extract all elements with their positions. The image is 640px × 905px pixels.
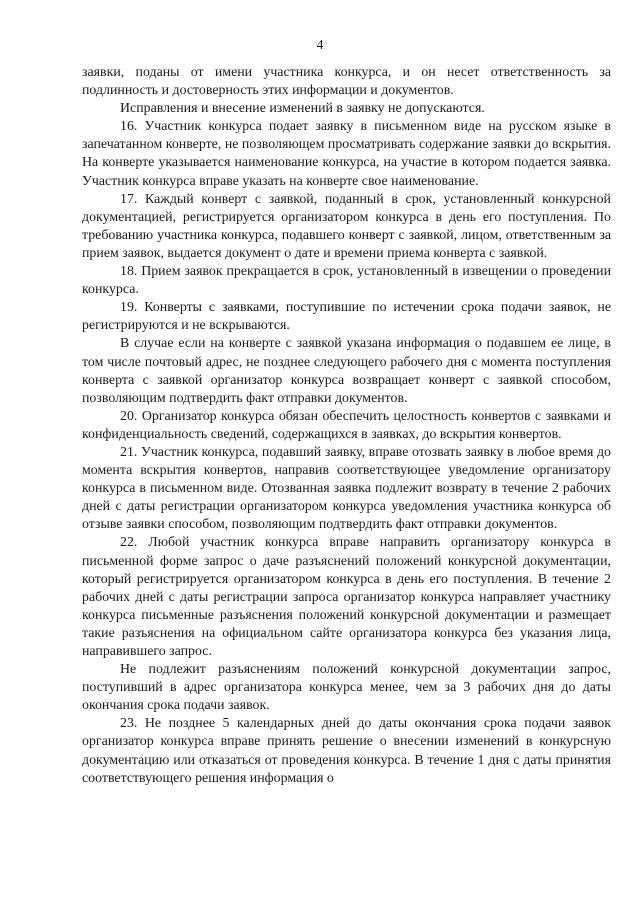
paragraph-21: 21. Участник конкурса, подавший заявку, вправе отозвать заявку в любое время до момента вскрытия конвертов, направив соответствующее уведомление организатору конкурса в письменном виде. Отозванная заявка подлежит возврату в течение 2 рабочих дней с даты регистрации организатором конкурса уведомления участника конкурса об отзыве заявки способом, позволяющим подтвердить факт отправки документов.: [82, 444, 611, 533]
paragraph-20: 20. Организатор конкурса обязан обеспечить целостность конвертов с заявками и конфиденциальность сведений, содержащихся в заявках, до вскрытия конвертов.: [82, 408, 611, 442]
paragraph-19-return: В случае если на конверте с заявкой указана информация о подавшем ее лице, в том числе почтовый адрес, не позднее следующего рабочего дня с момента поступления конверта с заявкой организатор конкурса возвращает конверт с заявкой способом, позволяющим подтвердить факт отправки документов.: [82, 336, 611, 406]
paragraph-16: 16. Участник конкурса подает заявку в письменном виде на русском языке в запечатанном конверте, не позволяющем просматривать содержание заявки до вскрытия. На конверте указывается наименование конкурса, на участие в котором подается заявка. Участник конкурса вправе указать на конверте свое наименование.: [82, 119, 611, 189]
paragraph-17: 17. Каждый конверт с заявкой, поданный в срок, установленный конкурсной документацией, регистрируется организатором конкурса в день его поступления. По требованию участника конкурса, подавшего конверт с заявкой, лицом, ответственным за прием заявок, выдается документ о дате и времени приема конверта с заявкой.: [82, 191, 611, 261]
paragraph-19: 19. Конверты с заявками, поступившие по истечении срока подачи заявок, не регистрируются и не вскрываются.: [82, 300, 611, 334]
paragraph-23: 23. Не позднее 5 календарных дней до даты окончания срока подачи заявок организатор конкурса вправе принять решение о внесении изменений в конкурсную документацию или отказаться от проведения конкурса. В течение 1 дня с даты принятия соответствующего решения информация о: [82, 716, 611, 786]
paragraph-22-exception: Не подлежит разъяснениям положений конкурсной документации запрос, поступивший в адрес организатора конкурса менее, чем за 3 рабочих дня до даты окончания срока подачи заявок.: [82, 662, 611, 714]
paragraph-18: 18. Прием заявок прекращается в срок, установленный в извещении о проведении конкурса.: [82, 264, 611, 298]
paragraph-continuation: заявки, поданы от имени участника конкурса, и он несет ответственность за подлинность и достоверность этих информации и документов.: [82, 65, 611, 99]
paragraph-amendments-not-allowed: Исправления и внесение изменений в заявку не допускаются.: [120, 101, 485, 117]
document-body: [82, 64, 611, 788]
page-number: 4: [316, 37, 324, 52]
paragraph-22: 22. Любой участник конкурса вправе направить организатору конкурса в письменной форме запрос о даче разъяснений положений конкурсной документации, который регистрируется организатором конкурса в день его поступления. В течение 2 рабочих дней с даты регистрации запроса организатор конкурса направляет участнику конкурса письменные разъяснения положений конкурсной документации и размещает такие разъяснения на официальном сайте организатора конкурса без указания лица, направившего запрос.: [82, 535, 611, 659]
